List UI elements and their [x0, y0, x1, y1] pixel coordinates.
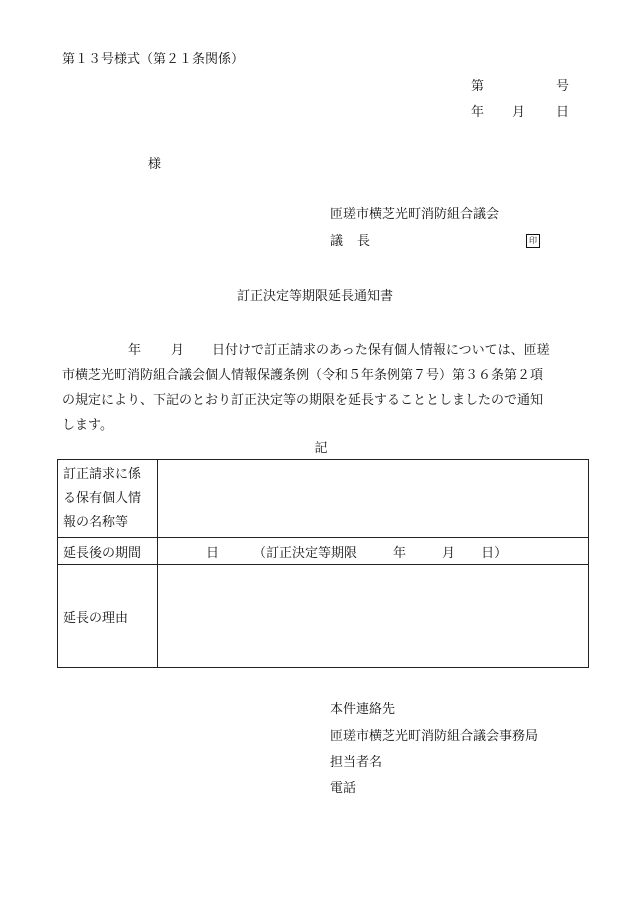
addressee-honorific: 様 — [148, 157, 162, 172]
document-number-prefix: 第 — [471, 79, 485, 94]
contact-phone-label: 電話 — [330, 781, 357, 796]
issuer-organization: 匝瑳市横芝光町消防組合議会 — [330, 207, 500, 222]
body-line-1 — [62, 338, 582, 363]
document-title: 訂正決定等期限延長通知書 — [236, 289, 393, 304]
document-number-suffix: 号 — [556, 79, 570, 94]
info-name-label-line: 訂正請求に係 — [63, 466, 142, 482]
form-number: 第１３号様式（第２１条関係） — [62, 52, 245, 67]
period-day-close-label: 日） — [481, 545, 508, 561]
body-line-2: 市横芝光町消防組合議会個人情報保護条例（令和５年条例第７号）第３６条第２項 — [62, 368, 544, 383]
body-month-label: 月 — [171, 343, 185, 358]
notice-body — [62, 338, 582, 438]
period-month-label: 月 — [442, 545, 456, 561]
body-year-label: 年 — [128, 343, 142, 358]
date-day-label: 日 — [556, 105, 570, 120]
contact-office: 匝瑳市横芝光町消防組合議会事務局 — [330, 729, 539, 744]
issuer-title: 議長 — [330, 234, 385, 249]
body-line-4: します。 — [62, 418, 113, 433]
table-row-reason — [58, 565, 589, 668]
ki-label: 記 — [314, 441, 328, 456]
period-deadline-label: （訂正決定等期限 — [253, 545, 358, 561]
date-month-label: 月 — [512, 105, 526, 120]
period-day-label: 日 — [206, 545, 220, 561]
extended-period-value[interactable] — [158, 538, 589, 565]
extended-period-label: 延長後の期間 — [58, 538, 158, 565]
detail-table — [57, 459, 589, 668]
body-line-3: の規定により、下記のとおり訂正決定等の期限を延長することとしましたので通知 — [62, 393, 544, 408]
seal-mark-icon: 印 — [526, 234, 540, 248]
table-row-info-name — [58, 460, 589, 538]
contact-heading: 本件連絡先 — [330, 702, 396, 717]
reason-label: 延長の理由 — [58, 565, 158, 668]
table-row-extended-period — [58, 538, 589, 565]
info-name-value[interactable] — [158, 460, 589, 538]
body-line-1-rest: 日付けで訂正請求のあった保有個人情報については、匝瑳 — [212, 343, 550, 358]
info-name-label-line: る保有個人情 — [63, 490, 142, 506]
info-name-label — [58, 460, 158, 538]
date-year-label: 年 — [471, 105, 485, 120]
reason-value[interactable] — [158, 565, 589, 668]
contact-person-label: 担当者名 — [330, 755, 383, 770]
info-name-label-line: 報の名称等 — [63, 514, 129, 530]
period-year-label: 年 — [393, 545, 407, 561]
